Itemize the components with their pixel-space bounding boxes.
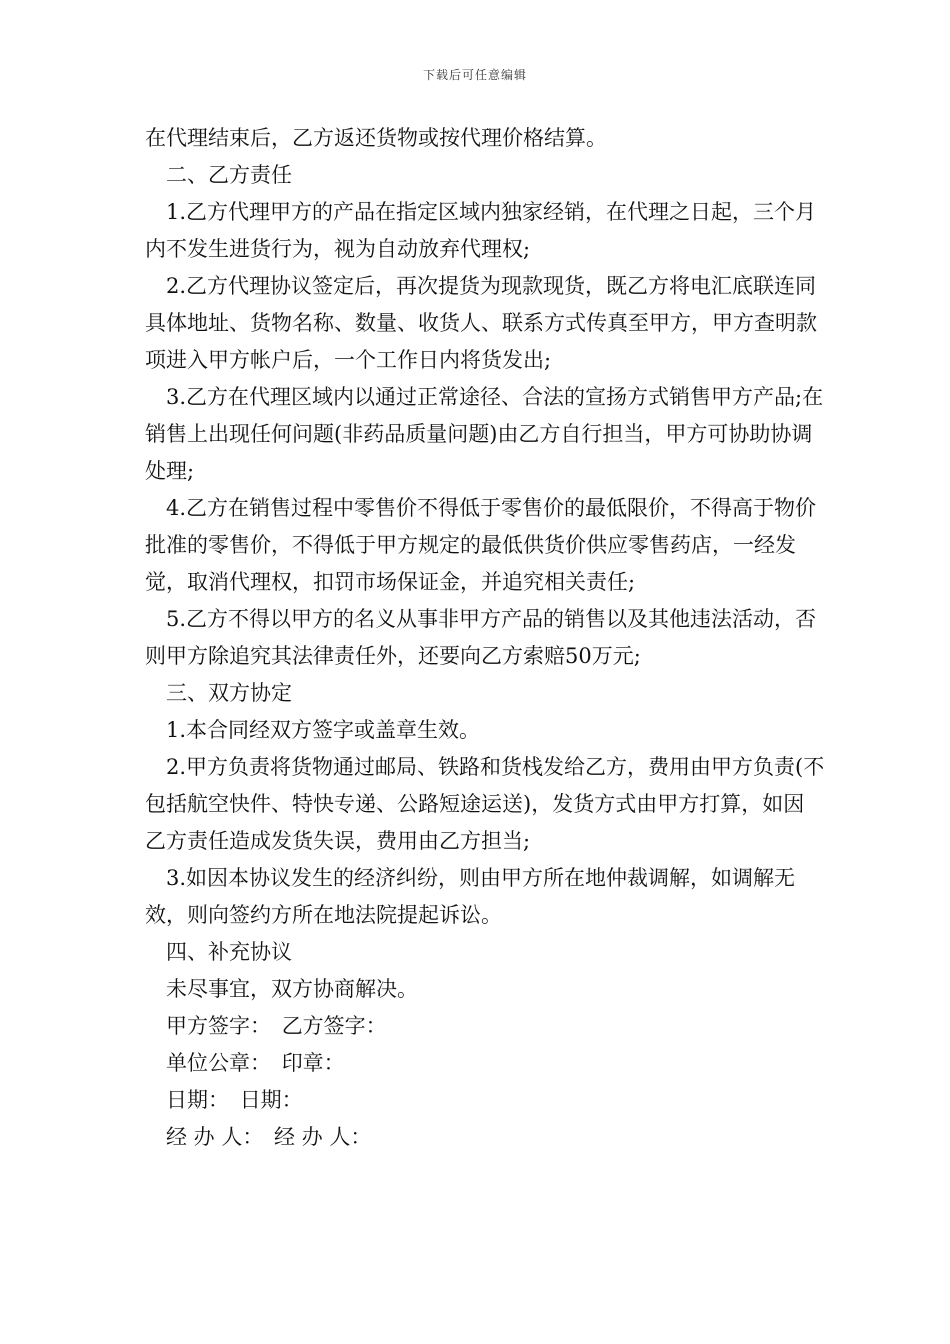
party-b-signature-label: 乙方签字： — [281, 1014, 387, 1038]
section-2-item-5: 5.乙方不得以甲方的名义从事非甲方产品的销售以及其他违法活动，否则甲方除追究其法律责任外，还要向乙方索赔50万元; — [145, 607, 817, 668]
signature-row-3 — [145, 1082, 825, 1119]
section-2-item-2: 2.乙方代理协议签定后，再次提货为现款现货，既乙方将电汇底联连同具体地址、货物名称、数量、收货人、联系方式传真至甲方，甲方查明款项进入甲方帐户后，一个工作日内将货发出; — [145, 274, 817, 372]
intro-paragraph: 在代理结束后，乙方返还货物或按代理价格结算。 — [145, 126, 607, 150]
section-2-item-1: 1.乙方代理甲方的产品在指定区域内独家经销，在代理之日起，三个月内不发生进货行为，视为自动放弃代理权; — [145, 200, 817, 261]
party-b-handler-label: 经 办 人： — [274, 1125, 372, 1149]
party-a-seal-label: 单位公章： — [166, 1051, 271, 1075]
signature-row-2 — [145, 1045, 825, 1082]
section-3-title: 三、双方协定 — [166, 681, 292, 705]
signature-row-4 — [145, 1119, 825, 1156]
section-3-item-1: 1.本合同经双方签字或盖章生效。 — [166, 718, 481, 742]
party-a-signature-label: 甲方签字： — [166, 1014, 271, 1038]
section-2-item-3: 3.乙方在代理区域内以通过正常途径、合法的宣扬方式销售甲方产品;在销售上出现任何问题(非药品质量问题)由乙方自行担当，甲方可协助协调处理; — [145, 385, 824, 483]
section-3-item-3: 3.如因本协议发生的经济纠纷，则由甲方所在地仲裁调解，如调解无效，则向签约方所在地法院提起诉讼。 — [145, 866, 796, 927]
section-4-title: 四、补充协议 — [166, 940, 292, 964]
section-2-title: 二、乙方责任 — [166, 163, 292, 187]
party-a-date-label: 日期： — [166, 1088, 229, 1112]
header-note: 下载后可任意编辑 — [422, 68, 527, 82]
signature-row-1 — [145, 1008, 825, 1045]
party-b-seal-label: 印章： — [281, 1051, 345, 1075]
party-a-handler-label: 经 办 人： — [166, 1125, 264, 1149]
section-4-text: 未尽事宜，双方协商解决。 — [166, 977, 418, 1001]
section-2-item-4: 4.乙方在销售过程中零售价不得低于零售价的最低限价，不得高于物价批准的零售价，不得低于甲方规定的最低供货价供应零售药店，一经发觉，取消代理权，扣罚市场保证金，并追究相关责任; — [145, 496, 817, 594]
party-b-date-label: 日期： — [239, 1088, 303, 1112]
document-body — [145, 120, 825, 1156]
section-3-item-2: 2.甲方负责将货物通过邮局、铁路和货栈发给乙方，费用由甲方负责(不包括航空快件、特快专递、公路短途运送)，发货方式由甲方打算，如因乙方责任造成发货失误，费用由乙方担当; — [145, 755, 825, 853]
